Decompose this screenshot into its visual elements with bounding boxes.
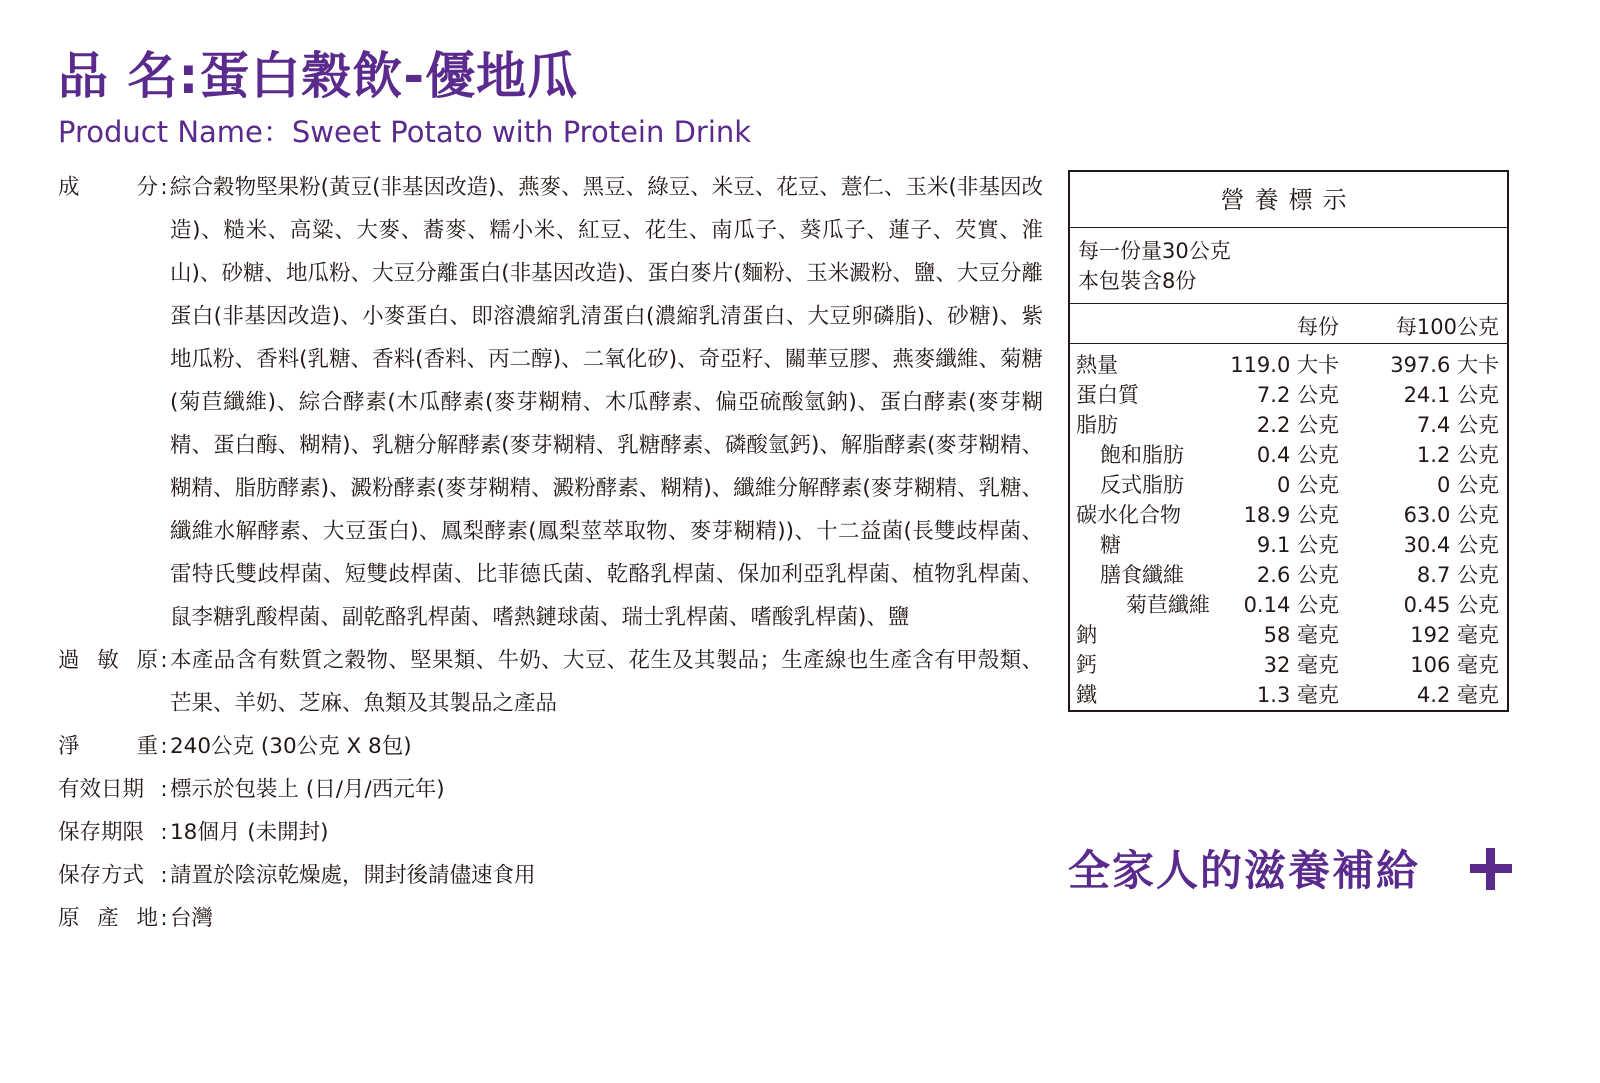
nutrition-row	[1070, 350, 1507, 380]
spec-value: 18個月 (未開封)	[170, 820, 329, 845]
spec-label: 淨 重	[58, 734, 158, 759]
nutrition-serving-info	[1070, 228, 1507, 304]
nutrition-row	[1070, 470, 1507, 500]
per-serving-value: 18.9 公克	[1243, 503, 1339, 527]
per-100g-value: 24.1 公克	[1403, 383, 1499, 407]
spec-value: 240公克 (30公克 X 8包)	[170, 734, 412, 759]
spec-expiry	[58, 768, 1058, 811]
per-serving-value: 32 毫克	[1263, 653, 1339, 677]
spec-value: 台灣	[170, 906, 214, 931]
spec-storage	[58, 854, 1058, 897]
spec-list	[58, 166, 1058, 940]
per-100g-value: 8.7 公克	[1416, 563, 1499, 587]
nutrition-row	[1070, 380, 1507, 410]
spec-label: 成 分	[58, 175, 158, 200]
nutrient-name: 反式脂肪	[1100, 473, 1184, 497]
per-100g-value: 0.45 公克	[1403, 593, 1499, 617]
per-100g-value: 4.2 毫克	[1416, 683, 1499, 707]
nutrition-row	[1070, 680, 1507, 710]
nutrient-name: 蛋白質	[1076, 383, 1139, 407]
nutrient-name: 飽和脂肪	[1100, 443, 1184, 467]
spec-value: 標示於包裝上 (日/月/西元年)	[170, 777, 445, 802]
spec-value: 綜合穀物堅果粉(黃豆(非基因改造)、燕麥、黑豆、綠豆、米豆、花豆、薏仁、玉米(非基因改造)、糙米、高粱、大麥、蕎麥、糯小米、紅豆、花生、南瓜子、葵瓜子、蓮子、芡實、淮山)、砂糖、地瓜粉、大豆分離蛋白(非基因改造)、蛋白麥片(麵粉、玉米澱粉、鹽、大豆分離蛋白(非基因改造)、小麥蛋白、即溶濃縮乳清蛋白(濃縮乳清蛋白、大豆卵磷脂)、砂糖)、紫地瓜粉、香料(乳糖、香料(香料、丙二醇)、二氧化矽)、奇亞籽、關華豆膠、燕麥纖維、菊糖(菊苣纖維)、綜合酵素(木瓜酵素(麥芽糊精、木瓜酵素、偏亞硫酸氫鈉)、蛋白酵素(麥芽糊精、蛋白酶、糊精)、乳糖分解酵素(麥芽糊精、乳糖酵素、磷酸氫鈣)、解脂酵素(麥芽糊精、糊精、脂肪酵素)、澱粉酵素(麥芽糊精、澱粉酵素、糊精)、纖維分解酵素(麥芽糊精、乳糖、纖維水解酵素、大豆蛋白)、鳳梨酵素(鳳梨莖萃取物、麥芽糊精))、十二益菌(長雙歧桿菌、雷特氏雙歧桿菌、短雙歧桿菌、比菲德氏菌、乾酪乳桿菌、保加利亞乳桿菌、植物乳桿菌、鼠李糖乳酸桿菌、副乾酪乳桿菌、嗜熱鏈球菌、瑞士乳桿菌、嗜酸乳桿菌)、鹽	[170, 175, 1043, 630]
nutrient-name: 碳水化合物	[1076, 503, 1181, 527]
spec-ingredients	[58, 166, 1058, 639]
nutrition-row	[1070, 440, 1507, 470]
nutrition-title: 營養標示	[1070, 172, 1507, 228]
servings-per-package: 本包裝含8份	[1078, 269, 1197, 293]
nutrient-name: 鈣	[1076, 653, 1097, 677]
nutrient-name: 鐵	[1076, 683, 1097, 707]
spec-origin	[58, 897, 1058, 940]
spec-colon: :	[160, 648, 168, 673]
spec-value: 請置於陰涼乾燥處，開封後請儘速食用	[170, 863, 536, 888]
per-serving-value: 7.2 公克	[1256, 383, 1339, 407]
nutrition-row	[1070, 620, 1507, 650]
per-serving-value: 2.2 公克	[1256, 413, 1339, 437]
per-serving-value: 0.14 公克	[1243, 593, 1339, 617]
plus-icon	[1470, 848, 1512, 890]
nutrition-facts-panel	[1068, 170, 1509, 712]
per-100g-value: 63.0 公克	[1403, 503, 1499, 527]
per-serving-value: 119.0 大卡	[1230, 353, 1339, 377]
product-name-zh: 品 名:蛋白穀飲-優地瓜	[58, 47, 579, 105]
per-serving-value: 0 公克	[1276, 473, 1339, 497]
spec-label: 有效日期	[58, 777, 145, 802]
nutrient-name: 鈉	[1076, 623, 1097, 647]
nutrition-column-header	[1070, 304, 1507, 344]
slogan: 全家人的滋養補給	[1068, 846, 1421, 895]
per-serving-value: 1.3 毫克	[1256, 683, 1339, 707]
per-serving-value: 9.1 公克	[1256, 533, 1339, 557]
nutrient-name: 熱量	[1076, 353, 1118, 377]
spec-colon: :	[160, 734, 168, 759]
spec-label: 過 敏 原	[58, 648, 158, 673]
spec-colon: :	[160, 863, 168, 888]
spec-colon: :	[160, 906, 168, 931]
per-100g-value: 106 毫克	[1410, 653, 1499, 677]
per-100g-value: 1.2 公克	[1416, 443, 1499, 467]
serving-size: 每一份量30公克	[1078, 239, 1231, 263]
per-serving-value: 58 毫克	[1263, 623, 1339, 647]
spec-shelf-life	[58, 811, 1058, 854]
spec-label: 原 產 地	[58, 906, 158, 931]
spec-allergen	[58, 639, 1058, 725]
product-name-en: Product Name：Sweet Potato with Protein Drink	[58, 115, 752, 149]
per-100g-value: 30.4 公克	[1403, 533, 1499, 557]
spec-net-weight	[58, 725, 1058, 768]
spec-colon: :	[160, 175, 168, 200]
spec-colon: :	[160, 820, 168, 845]
per-100g-value: 0 公克	[1436, 473, 1499, 497]
per-serving-value: 2.6 公克	[1256, 563, 1339, 587]
per-100g-value: 192 毫克	[1410, 623, 1499, 647]
per-serving-header: 每份	[1297, 315, 1339, 339]
nutrient-name: 膳食纖維	[1100, 563, 1184, 587]
nutrient-name: 糖	[1100, 533, 1121, 557]
spec-label: 保存期限	[58, 820, 145, 845]
spec-value: 本產品含有麩質之穀物、堅果類、牛奶、大豆、花生及其製品；生產線也生產含有甲殼類、芒果、羊奶、芝麻、魚類及其製品之產品	[170, 648, 1043, 716]
nutrition-row	[1070, 530, 1507, 560]
per-100g-value: 7.4 公克	[1416, 413, 1499, 437]
nutrition-row	[1070, 410, 1507, 440]
nutrition-row	[1070, 590, 1507, 620]
spec-colon: :	[160, 777, 168, 802]
nutrition-row	[1070, 650, 1507, 680]
per-100g-header: 每100公克	[1395, 315, 1499, 339]
per-serving-value: 0.4 公克	[1256, 443, 1339, 467]
spec-label: 保存方式	[58, 863, 145, 888]
nutrition-row	[1070, 560, 1507, 590]
nutrition-rows	[1070, 344, 1507, 710]
nutrient-name: 菊苣纖維	[1126, 593, 1210, 617]
nutrition-row	[1070, 500, 1507, 530]
per-100g-value: 397.6 大卡	[1390, 353, 1499, 377]
nutrient-name: 脂肪	[1076, 413, 1118, 437]
